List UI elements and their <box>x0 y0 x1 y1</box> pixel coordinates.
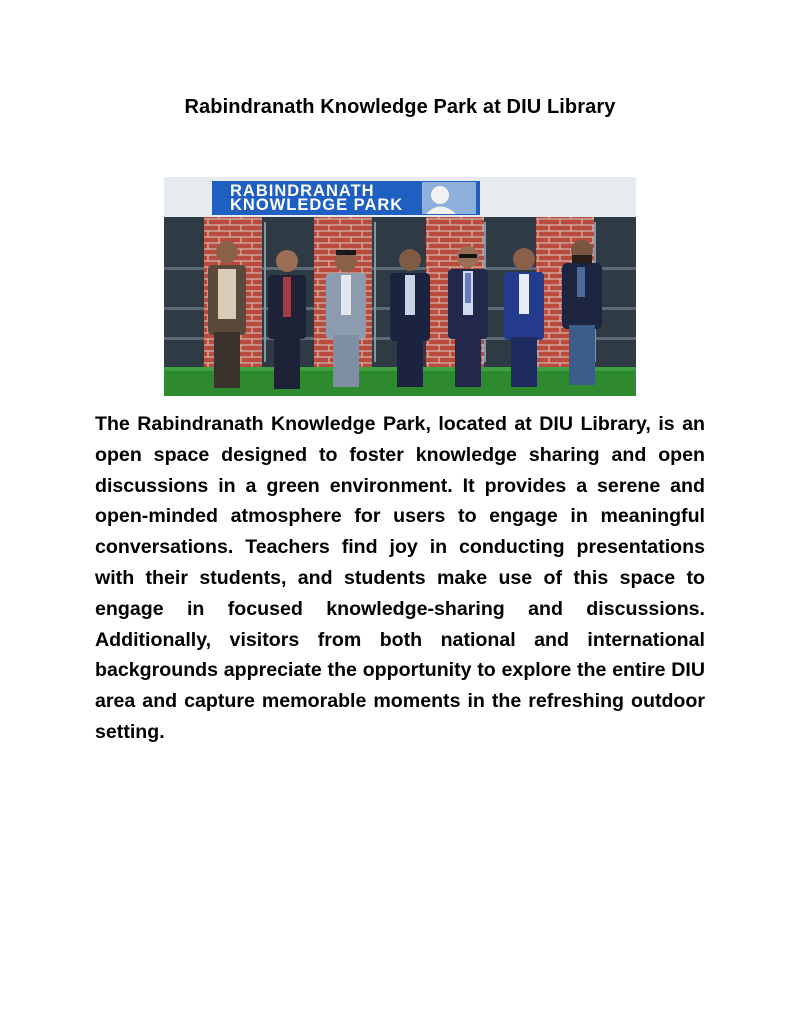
banner-line-2: KNOWLEDGE PARK <box>230 196 404 214</box>
page-title: Rabindranath Knowledge Park at DIU Library <box>184 96 616 118</box>
body-paragraph: The Rabindranath Knowledge Park, located at DIU Library, is an open space designed to foster knowledge sharing and open discussions in a green environment. It provides a serene and open-minded atmosphere for users to engage in meaningful conversations. Teachers find joy in conducting presentations with their students, and students make use of this space to engage in focused knowledge-sharing and discussions. Additionally, visitors from both national and international backgrounds appreciate the opportunity to explore the entire DIU area and capture memorable moments in the refreshing outdoor setting. <box>95 413 705 743</box>
group-photo <box>164 177 636 396</box>
banner-line-1: RABINDRANATH <box>230 182 375 200</box>
